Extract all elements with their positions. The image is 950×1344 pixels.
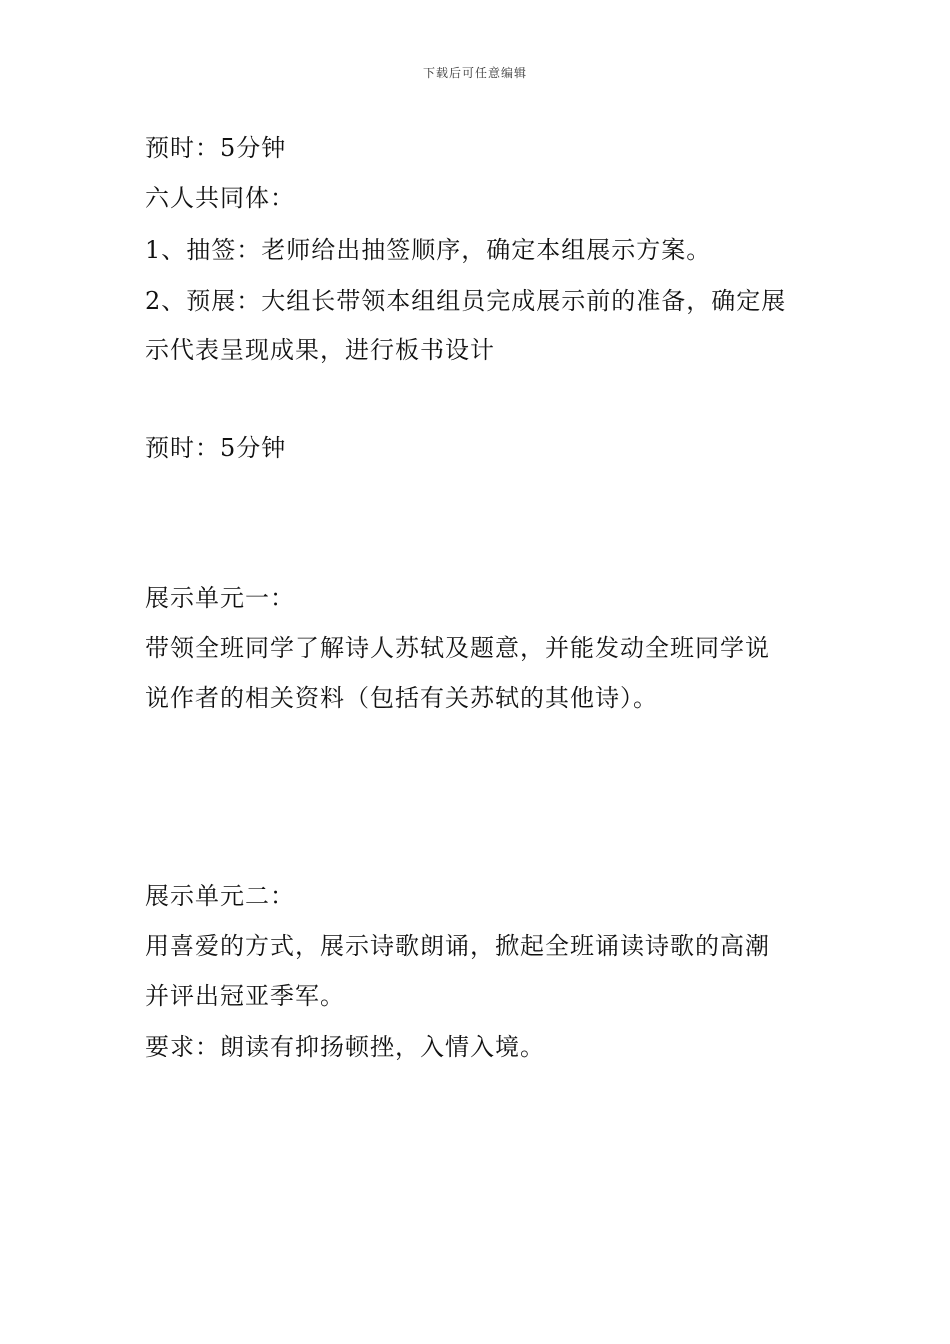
group-heading: 六人共同体： xyxy=(145,184,295,212)
step-preview-line1: 2、预展：大组长带领本组组员完成展示前的准备，确定展 xyxy=(145,287,787,315)
unit-two-text-line2: 并评出冠亚季军。 xyxy=(145,982,345,1010)
step-preview-line2: 示代表呈现成果，进行板书设计 xyxy=(145,336,495,364)
prep-time-line: 预时：5分钟 xyxy=(145,134,287,162)
page-header: 下载后可任意编辑 xyxy=(422,66,527,80)
unit-two-text-line1: 用喜爱的方式，展示诗歌朗诵，掀起全班诵读诗歌的高潮 xyxy=(145,932,770,960)
unit-one-heading: 展示单元一： xyxy=(145,584,295,612)
step-draw-lots: 1、抽签：老师给出抽签顺序，确定本组展示方案。 xyxy=(145,236,712,264)
unit-one-text-line2: 说作者的相关资料（包括有关苏轼的其他诗）。 xyxy=(145,684,658,712)
unit-one-text-line1: 带领全班同学了解诗人苏轼及题意，并能发动全班同学说 xyxy=(145,634,770,662)
requirement-line: 要求：朗读有抑扬顿挫，入情入境。 xyxy=(145,1033,545,1061)
unit-two-heading: 展示单元二： xyxy=(145,882,295,910)
prep-time-line-2: 预时：5分钟 xyxy=(145,434,287,462)
